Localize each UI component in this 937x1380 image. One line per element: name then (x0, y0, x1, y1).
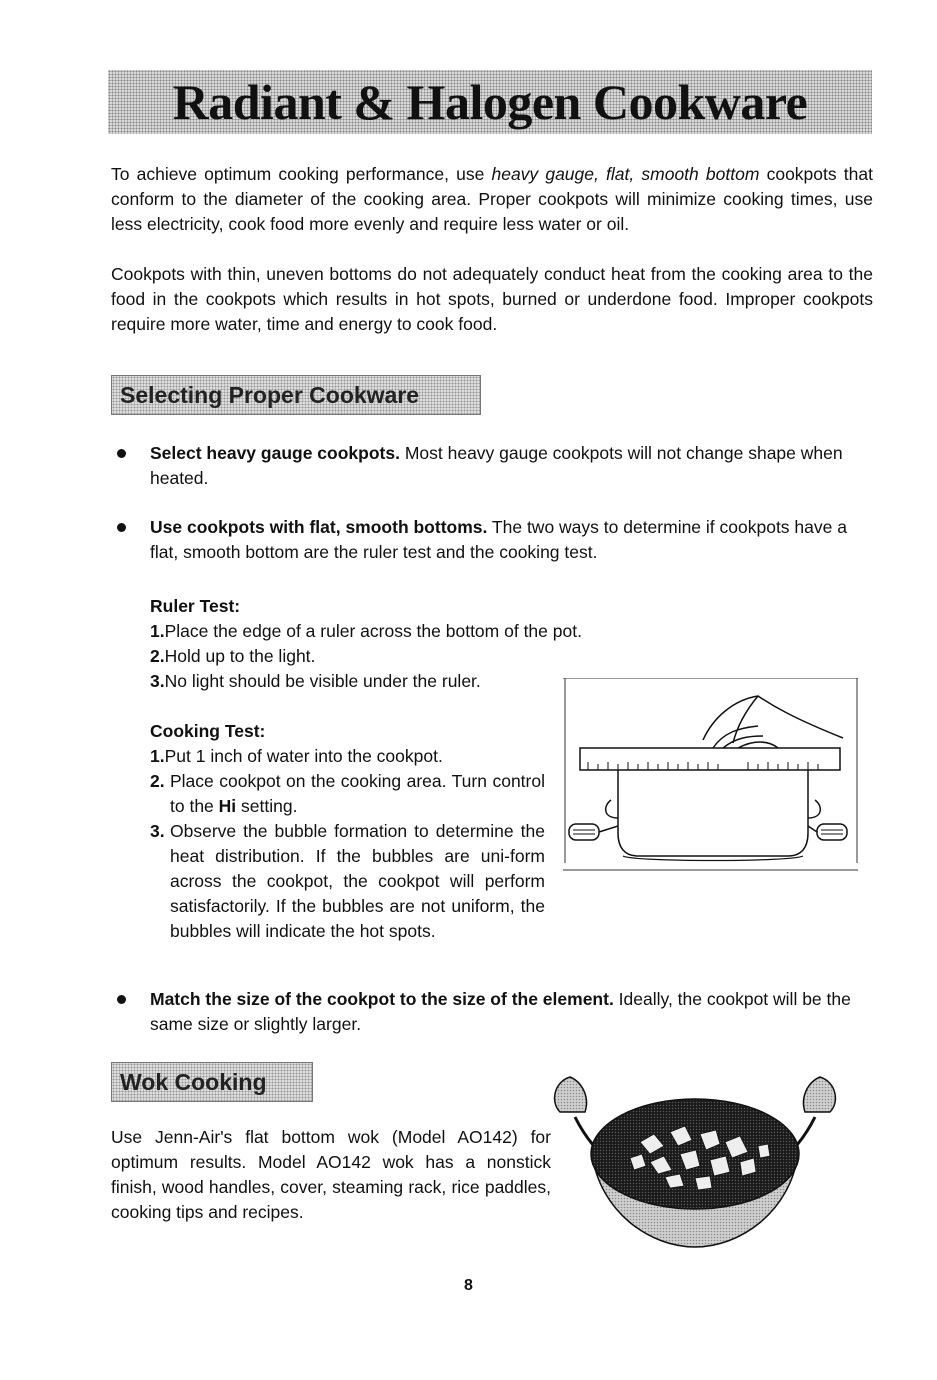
page-title-banner (108, 70, 872, 134)
step-number: 2. (150, 771, 165, 791)
section-heading-wok-text: Wok Cooking (120, 1068, 267, 1095)
ruler-step-2 (150, 644, 315, 669)
page-number: 8 (464, 1277, 473, 1294)
ruler-step-2-text: Hold up to the light. (164, 646, 316, 666)
bullet-flat-bottoms-bold: Use cookpots with flat, smooth bottoms. (150, 517, 488, 537)
ruler-step-1 (150, 619, 582, 644)
intro-p1-start: To achieve optimum cooking performance, use (111, 164, 492, 184)
cooking-step-1-text: Put 1 inch of water into the cookpot. (164, 746, 443, 766)
cooking-step-3 (150, 819, 545, 944)
cooking-step-1 (150, 744, 443, 769)
wok-paragraph: Use Jenn-Air's flat bottom wok (Model AO142) for optimum results. Model AO142 wok has a nonstick finish, wood handles, cover, steaming rack, rice paddles, cooking tips and recipes. (111, 1127, 551, 1222)
ruler-test-heading: Ruler Test: (150, 596, 241, 616)
step-number: 1. (150, 746, 165, 766)
bullet-heavy-gauge-bold: Select heavy gauge cookpots. (150, 443, 400, 463)
cooking-step-2 (150, 769, 545, 819)
step-number: 3. (150, 821, 165, 841)
page-title: Radiant & Halogen Cookware (172, 74, 808, 130)
bullet-dot (117, 523, 126, 532)
intro-paragraph-1 (111, 162, 873, 237)
bullet-dot (117, 995, 126, 1004)
intro-p1-end: cookpots that conform to the diameter of the cooking area. Proper cookpots will minimize cooking times, use less electricity, cook food more evenly and require less water or oil. (111, 164, 873, 234)
bullet-match-size-bold: Match the size of the cookpot to the size of the element. (150, 989, 614, 1009)
cooking-step-2-text-b: setting. (236, 796, 298, 816)
section-heading-selecting (111, 375, 481, 415)
ruler-step-3-text: No light should be visible under the ruler. (164, 671, 481, 691)
ruler-step-1-text: Place the edge of a ruler across the bottom of the pot. (164, 621, 582, 641)
step-number: 3. (150, 671, 165, 691)
section-heading-selecting-text: Selecting Proper Cookware (120, 381, 420, 408)
cooking-test-heading: Cooking Test: (150, 721, 266, 741)
bullet-heavy-gauge-text: Most heavy gauge cookpots will not change shape when heated. (150, 443, 843, 488)
cooking-step-2-text-a: Place cookpot on the cooking area. Turn control to the (170, 771, 545, 816)
ruler-step-3 (150, 669, 481, 694)
cooking-step-3-text: Observe the bubble formation to determine the heat distribution. If the bubbles are uni-form across the cookpot, the cookpot will perform satisfactorily. If the bubbles are not uniform, the bubbles will indicate the hot spots. (170, 821, 545, 941)
bullet-flat-bottoms-text: The two ways to determine if cookpots have a flat, smooth bottom are the ruler test and the cooking test. (150, 517, 847, 562)
bullet-dot (117, 449, 126, 458)
section-heading-wok (111, 1062, 313, 1102)
cooking-step-2-hi: Hi (218, 796, 237, 816)
ruler-test-illustration (563, 678, 858, 873)
intro-p1-emphasis: heavy gauge, flat, smooth bottom (491, 164, 760, 184)
step-number: 2. (150, 646, 165, 666)
intro-paragraph-2: Cookpots with thin, uneven bottoms do not adequately conduct heat from the cooking area to the food in the cookpots which results in hot spots, burned or underdone food. Improper cookpots require more water, time and energy to cook food. (111, 264, 873, 334)
wok-illustration (530, 1062, 860, 1252)
bullet-heavy-gauge (150, 441, 872, 491)
bullet-flat-bottoms (150, 515, 872, 565)
bullet-match-size-text: Ideally, the cookpot will be the same size or slightly larger. (150, 989, 851, 1034)
bullet-match-size (150, 987, 872, 1037)
cooking-step-2-text (170, 769, 545, 819)
step-number: 1. (150, 621, 165, 641)
